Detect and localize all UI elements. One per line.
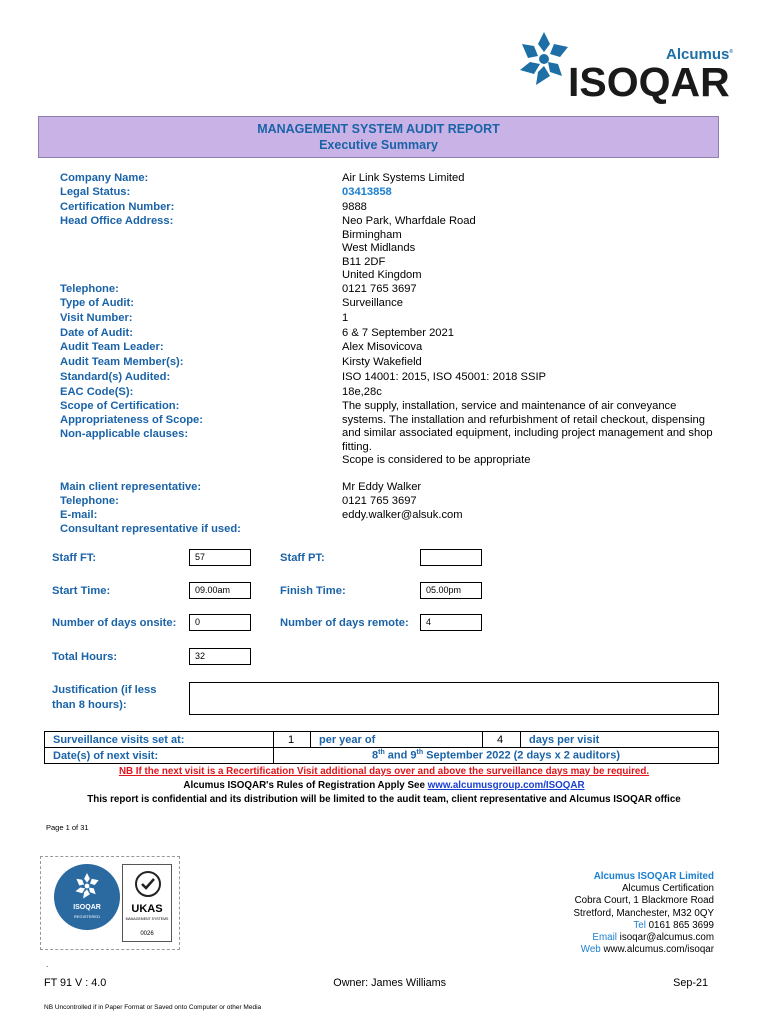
- eac-label: EAC Code(S):: [60, 386, 134, 398]
- telephone-label: Telephone:: [60, 283, 119, 295]
- rules-link[interactable]: www.alcumusgroup.com/ISOQAR: [427, 780, 585, 791]
- rep-email: eddy.walker@alsuk.com: [342, 509, 463, 521]
- total-hours-label: Total Hours:: [52, 651, 118, 663]
- start-time-field[interactable]: 09.00am: [189, 582, 251, 599]
- logo-alcumus-text: Alcumus®: [666, 46, 734, 63]
- office-name: Alcumus ISOQAR Limited: [593, 871, 714, 882]
- telephone: 0121 765 3697: [342, 283, 417, 295]
- justification-label-line-1: Justification (if less: [52, 684, 157, 696]
- scope-text-block: [342, 400, 722, 468]
- justification-field[interactable]: [189, 682, 719, 715]
- rep-telephone: 0121 765 3697: [342, 495, 417, 507]
- team-members-label: Audit Team Member(s):: [60, 356, 184, 368]
- head-office-label: Head Office Address:: [60, 215, 174, 227]
- team-leader-label: Audit Team Leader:: [60, 341, 164, 353]
- ukas-crown-check-icon: [133, 869, 163, 899]
- scope-appropriate: Scope is considered to be appropriate: [342, 454, 531, 467]
- office-tel: Tel 0161 865 3699: [633, 919, 714, 931]
- table-row: [45, 732, 719, 748]
- page-number: Page 1 of 31: [46, 823, 89, 832]
- days-remote-label: Number of days remote:: [280, 617, 409, 629]
- company-name: Air Link Systems Limited: [342, 172, 465, 184]
- standards: ISO 14001: 2015, ISO 45001: 2018 SSIP: [342, 371, 547, 383]
- office-email: Email isoqar@alcumus.com: [592, 932, 714, 944]
- scope-text: The supply, installation, service and maintenance of air conveyance systems. The installation and refurbishment of retail checkout, dispensing and similar associated equipment, including project management and shop fitting.: [342, 400, 713, 453]
- set-at-label: Surveillance visits set at:: [45, 732, 274, 748]
- ukas-sub-text: MANAGEMENT SYSTEMS: [125, 917, 169, 921]
- badge-isoqar-text: ISOQAR: [73, 904, 101, 911]
- footer-bar: [44, 977, 708, 989]
- visit-number: 1: [342, 312, 349, 324]
- start-time-label: Start Time:: [52, 585, 111, 597]
- finish-time-field[interactable]: 05.00pm: [420, 582, 482, 599]
- next-visit-label: Date(s) of next visit:: [45, 748, 274, 764]
- confidential-note: This report is confidential and its distribution will be limited to the audit team, client representative and Alcumus ISOQAR office: [87, 794, 681, 805]
- team-leader: Alex Misovicova: [342, 341, 423, 353]
- cert-number: 9888: [342, 201, 367, 213]
- badge-registered-text: REGISTERED: [73, 914, 100, 919]
- ukas-code: 0026: [140, 931, 154, 937]
- table-row: [45, 748, 719, 764]
- surveillance-visits-table: [44, 731, 719, 764]
- staff-ft-label: Staff FT:: [52, 552, 97, 564]
- total-hours-field[interactable]: 32: [189, 648, 251, 665]
- visit-count: 1: [274, 732, 311, 748]
- consultant-label: Consultant representative if used:: [60, 523, 241, 535]
- address-line-2: Birmingham: [342, 229, 402, 241]
- ukas-text: UKAS: [131, 903, 163, 915]
- date-of-audit: 6 & 7 September 2021: [342, 327, 454, 339]
- days-onsite-label: Number of days onsite:: [52, 617, 177, 629]
- report-title-banner: [38, 116, 719, 158]
- logo-isoqar-text: ISOQAR: [568, 59, 730, 105]
- footer-date: Sep-21: [673, 977, 708, 989]
- isoqar-seal: [54, 864, 120, 930]
- days-remote-field[interactable]: 4: [420, 614, 482, 631]
- scope-label: Scope of Certification:: [60, 400, 180, 412]
- days-onsite-field[interactable]: 0: [189, 614, 251, 631]
- company-name-label: Company Name:: [60, 172, 149, 184]
- visit-days: 4: [483, 732, 521, 748]
- form-reference: FT 91 V : 4.0: [44, 977, 107, 989]
- star-badge-icon: [73, 872, 101, 900]
- report-title: MANAGEMENT SYSTEM AUDIT REPORT: [257, 122, 500, 136]
- star-logo-icon: [516, 30, 572, 88]
- justification-label-line-2: than 8 hours):: [52, 699, 127, 711]
- eac-codes: 18e,28c: [342, 386, 382, 398]
- address-line-5: United Kingdom: [342, 269, 422, 281]
- address-line-4: B11 2DF: [342, 256, 386, 268]
- uncontrolled-note: NB Uncontrolled if in Paper Format or Saved onto Computer or other Media: [44, 1004, 262, 1011]
- visit-number-label: Visit Number:: [60, 312, 133, 324]
- main-rep-label: Main client representative:: [60, 481, 202, 493]
- staff-pt-field[interactable]: [420, 549, 482, 566]
- office-address: [574, 871, 715, 956]
- address-line-1: Neo Park, Wharfdale Road: [342, 215, 476, 227]
- standards-label: Standard(s) Audited:: [60, 371, 171, 383]
- rep-telephone-label: Telephone:: [60, 495, 119, 507]
- office-line-1: Alcumus Certification: [621, 883, 714, 895]
- date-of-audit-label: Date of Audit:: [60, 327, 133, 339]
- recertification-note: NB If the next visit is a Recertification Visit additional days over and above the surveillance days may be required.: [118, 766, 650, 777]
- legal-status-link[interactable]: 03413858: [342, 186, 392, 198]
- ukas-mark: [122, 864, 172, 942]
- footer-dot: .: [46, 960, 49, 969]
- per-year-label: per year of: [311, 732, 483, 748]
- office-web: Web www.alcumus.com/isoqar: [580, 944, 714, 956]
- legal-status-label: Legal Status:: [60, 186, 131, 198]
- staff-pt-label: Staff PT:: [280, 552, 325, 564]
- next-visit-dates: 8th and 9th September 2022 (2 days x 2 auditors): [274, 748, 719, 764]
- non-applicable-label: Non-applicable clauses:: [60, 428, 189, 440]
- finish-time-label: Finish Time:: [280, 585, 346, 597]
- alcumus-isoqar-logo: [516, 28, 736, 104]
- office-line-2: Cobra Court, 1 Blackmore Road: [574, 895, 714, 907]
- rules-line: Alcumus ISOQAR's Rules of Registration Apply See www.alcumusgroup.com/ISOQAR: [183, 780, 585, 791]
- staff-ft-field[interactable]: 57: [189, 549, 251, 566]
- days-per-visit-label: days per visit: [521, 732, 719, 748]
- team-members: Kirsty Wakefield: [342, 356, 422, 368]
- email-label: E-mail:: [60, 509, 98, 521]
- type-of-audit: Surveillance: [342, 297, 403, 309]
- document-owner: Owner: James Williams: [333, 977, 447, 989]
- cert-number-label: Certification Number:: [60, 201, 175, 213]
- appropriateness-label: Appropriateness of Scope:: [60, 414, 203, 426]
- office-line-3: Stretford, Manchester, M32 0QY: [573, 907, 714, 919]
- address-line-3: West Midlands: [342, 242, 416, 254]
- type-of-audit-label: Type of Audit:: [60, 297, 134, 309]
- main-rep: Mr Eddy Walker: [342, 481, 422, 493]
- report-subtitle: Executive Summary: [319, 138, 438, 152]
- certification-badge: [40, 856, 180, 956]
